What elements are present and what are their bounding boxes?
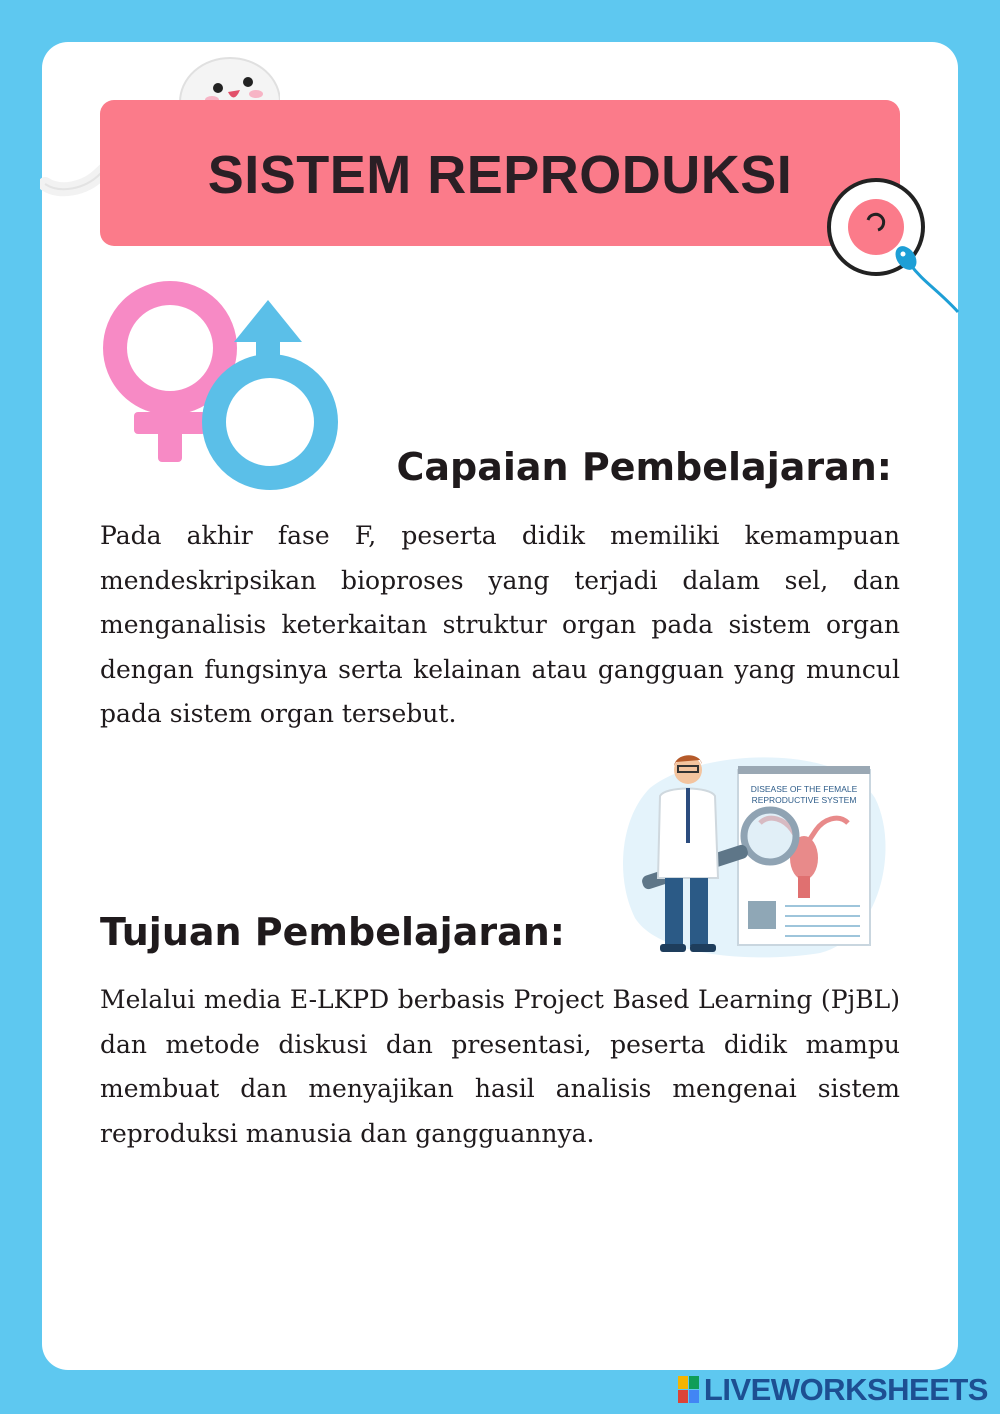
chart-title-line2: REPRODUCTIVE SYSTEM: [751, 795, 857, 805]
chart-title-line1: DISEASE OF THE FEMALE: [750, 784, 858, 794]
liveworksheets-brand[interactable]: [678, 1372, 988, 1408]
tujuan-heading: Tujuan Pembelajaran:: [100, 910, 565, 954]
egg-sperm-icon: [818, 172, 968, 322]
liveworksheets-logo-icon: [678, 1376, 700, 1404]
tujuan-body: Melalui media E-LKPD berbasis Project Based Learning (PjBL) dan metode diskusi dan presentasi, peserta didik mampu membuat dan menyajikan hasil analisis mengenai sistem reproduksi manusia dan gangguannya.: [100, 985, 900, 1148]
capaian-body: Pada akhir fase F, peserta didik memiliki kemampuan mendeskripsikan bioproses yang terjadi dalam sel, dan menganalisis keterkaitan struktur organ pada sistem organ dengan fungsinya serta kelainan atau gangguan yang muncul pada sistem organ tersebut.: [100, 521, 900, 728]
capaian-heading: Capaian Pembelajaran:: [396, 445, 892, 489]
brand-text: LIVEWORKSHEETS: [703, 1372, 988, 1407]
doctor-illustration: [620, 748, 890, 960]
male-symbol-icon: [200, 300, 350, 500]
page-title: SISTEM REPRODUKSI: [207, 145, 793, 205]
